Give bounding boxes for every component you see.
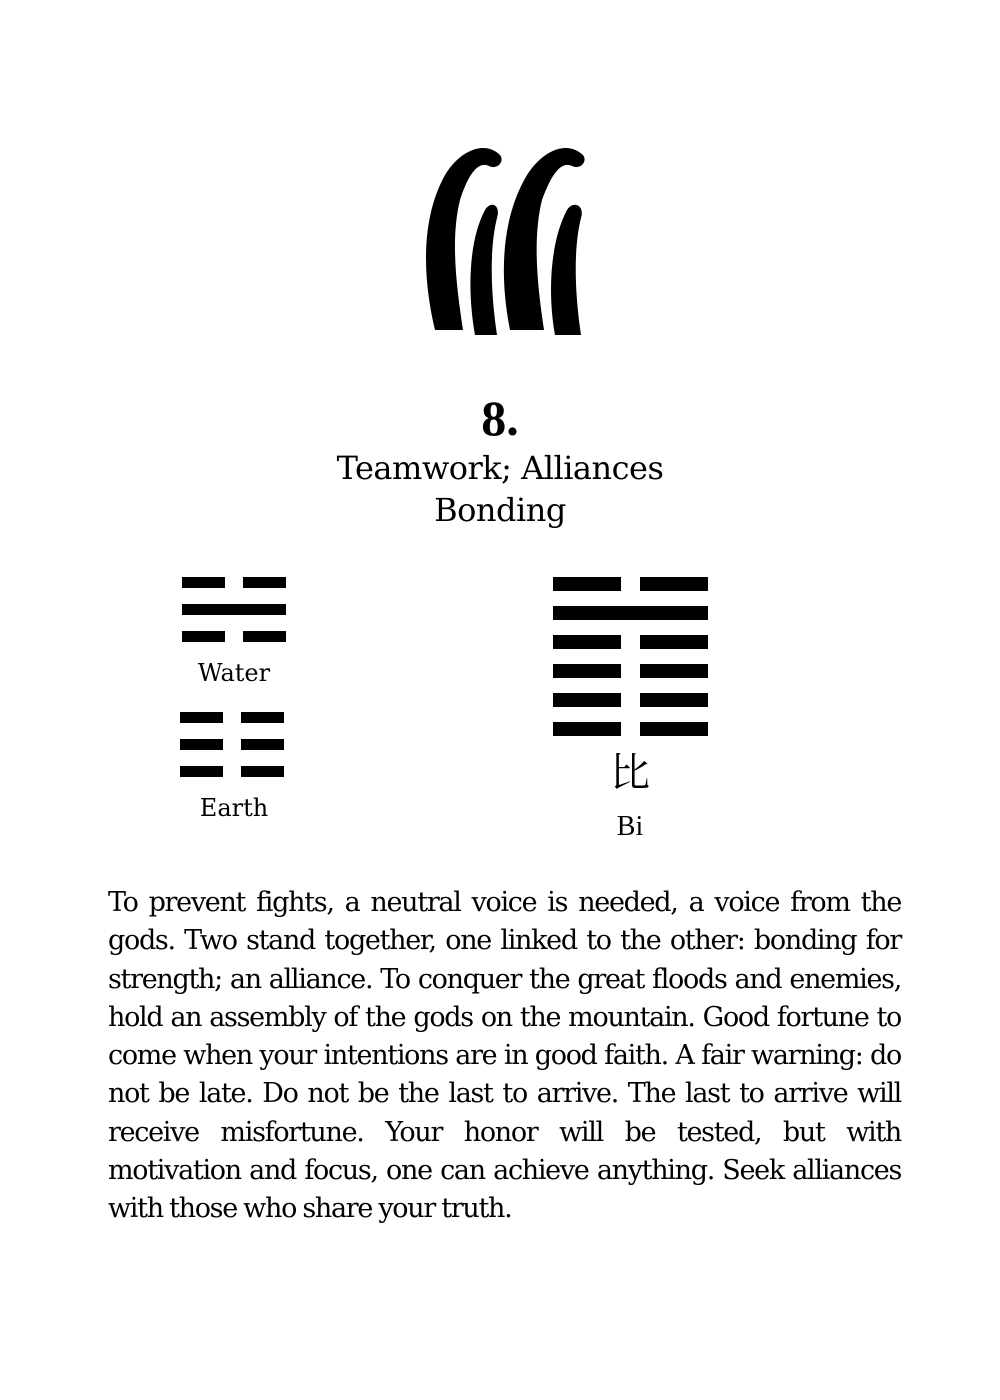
card-description: To prevent fights, a neutral voice is needed, a voice from the gods. Two stand together, one linked to the other: bonding for strength; an alliance. To conquer the great floods and enemies, hold an assembly of the gods on the mountain. Good fortune to come when your intentions are in good faith. A fair warning: do not be late. Do not be the last to arrive. The last to arrive will receive misfortune. Your honor will be tested, but with motivation and focus, one can achieve anything. Seek alliances with those who share your truth. (108, 887, 901, 1225)
trigram-line-broken (182, 631, 286, 642)
upper-trigram-label: Water (197, 659, 271, 687)
hexagram-icon (553, 577, 708, 736)
card-title-line-2: Bonding (434, 491, 566, 529)
card-title-line-1: Teamwork; Alliances (336, 449, 664, 487)
hexagram-line-solid (553, 606, 708, 620)
trigram-line-solid (182, 604, 286, 615)
water-trigram-icon (182, 577, 286, 642)
seal-script-glyph-icon (405, 130, 605, 345)
hexagram-line-broken (553, 664, 708, 678)
card-number: 8. (481, 390, 519, 446)
trigram-line-broken (180, 766, 284, 777)
hexagram-line-broken (553, 693, 708, 707)
trigram-line-broken (182, 577, 286, 588)
hexagram-name: Bi (616, 811, 644, 842)
hexagram-line-broken (553, 635, 708, 649)
hexagram-line-broken (553, 722, 708, 736)
lower-trigram-label: Earth (199, 794, 269, 822)
trigram-line-broken (180, 739, 284, 750)
trigram-line-broken (180, 712, 284, 723)
hexagram-character: 比 (610, 750, 650, 796)
hexagram-line-broken (553, 577, 708, 591)
earth-trigram-icon (180, 712, 284, 777)
